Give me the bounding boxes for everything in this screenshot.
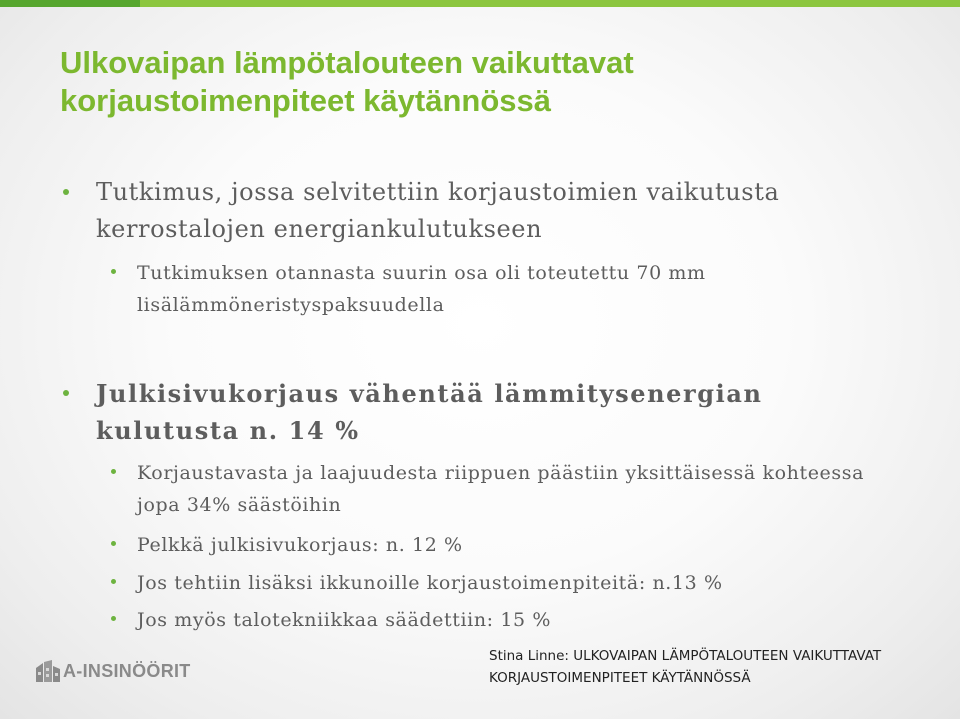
bullet-study: Tutkimus, jossa selvitettiin korjaustoimien vaikutusta kerrostalojen energiankulutukseen — [96, 174, 896, 248]
top-accent-bar — [0, 0, 960, 7]
footer-caption-line-2: KORJAUSTOIMENPITEET KÄYTÄNNÖSSÄ — [489, 670, 751, 686]
top-bar-light-segment — [140, 0, 960, 7]
company-logo — [36, 660, 191, 682]
sub-bullet-facade-only: Pelkkä julkisivukorjaus: n. 12 % — [137, 529, 897, 561]
sub-bullet-sample: Tutkimuksen otannasta suurin osa oli toteutettu 70 mm lisälämmöneristyspaksuudella — [137, 257, 897, 321]
bullet-facade-renovation: Julkisivukorjaus vähentää lämmitysenergian kulutusta n. 14 % — [96, 375, 896, 449]
top-bar-dark-segment — [0, 0, 140, 7]
slide-title-line-1: Ulkovaipan lämpötalouteen vaikuttavat — [60, 45, 634, 80]
sub-bullet-building-services: Jos myös talotekniikkaa säädettiin: 15 % — [137, 604, 897, 636]
sub-bullet-windows: Jos tehtiin lisäksi ikkunoille korjaustoimenpiteitä: n.13 % — [137, 567, 897, 599]
slide-title — [60, 44, 920, 120]
building-logo-icon — [36, 660, 60, 682]
footer-caption — [489, 645, 949, 689]
sub-bullet-savings-range: Korjaustavasta ja laajuudesta riippuen päästiin yksittäisessä kohteessa jopa 34% säästöihin — [137, 457, 897, 521]
company-logo-text: A-INSINÖÖRIT — [63, 660, 191, 681]
footer-caption-line-1: Stina Linne: ULKOVAIPAN LÄMPÖTALOUTEEN VAIKUTTAVAT — [489, 648, 882, 664]
slide-title-line-2: korjaustoimenpiteet käytännössä — [60, 83, 551, 118]
